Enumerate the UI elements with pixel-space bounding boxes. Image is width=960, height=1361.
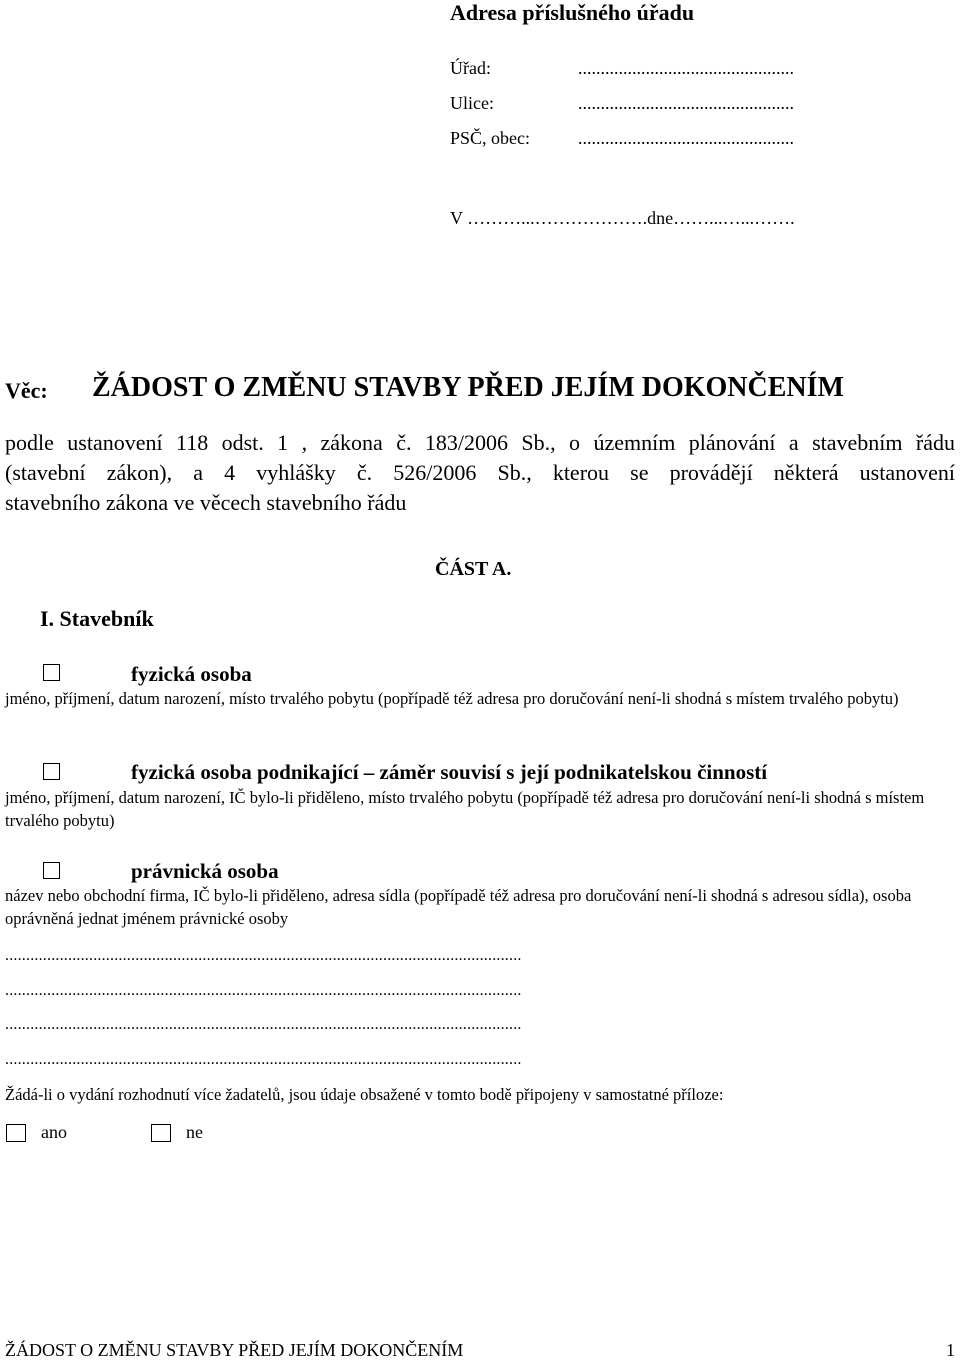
fill-in-line[interactable]: ........................................................................................................................... [5, 982, 522, 999]
multiple-applicants-question: Žádá-li o vydání rozhodnutí více žadatelů, jsou údaje obsažené v tomto bodě připojeny v samostatné příloze: [5, 1085, 724, 1104]
place-date-line[interactable]: V ………...……………….dne……...…...……. [450, 208, 795, 228]
fill-in-line[interactable]: ........................................................................................................................... [5, 1016, 522, 1033]
fill-in-line[interactable]: ........................................................................................................................... [5, 947, 522, 964]
entrepreneur-label: fyzická osoba podnikající – záměr souvisí s její podnikatelskou činností [131, 760, 768, 784]
footer-title: ŽÁDOST O ZMĚNU STAVBY PŘED JEJÍM DOKONČENÍM [5, 1340, 464, 1360]
yes-checkbox[interactable] [6, 1124, 26, 1142]
legal-entity-label: právnická osoba [131, 859, 279, 883]
street-label: Ulice: [450, 93, 494, 113]
legal-entity-checkbox[interactable] [43, 862, 60, 879]
no-checkbox[interactable] [151, 1124, 171, 1142]
legal-basis-paragraph [5, 428, 955, 518]
legal-entity-description: název nebo obchodní firma, IČ bylo-li přiděleno, adresa sídla (popřípadě též adresa pro doručování není-li shodná s adresou sídla), osoba oprávněná jednat jménem právnické osoby [5, 886, 912, 928]
legal-basis-line: stavebního zákona ve věcech stavebního řádu [5, 490, 407, 515]
natural-person-description: jméno, příjmení, datum narození, místo trvalého pobytu (popřípadě též adresa pro doručování není-li shodná s místem trvalého pobytu) [5, 689, 899, 708]
fill-in-line[interactable]: ........................................................................................................................... [5, 1051, 522, 1068]
zip-city-label: PSČ, obec: [450, 128, 531, 148]
addressee-heading: Adresa příslušného úřadu [450, 0, 695, 25]
document-title: ŽÁDOST O ZMĚNU STAVBY PŘED JEJÍM DOKONČENÍM [92, 372, 844, 403]
subject-label: Věc: [5, 378, 48, 403]
natural-person-checkbox[interactable] [43, 664, 60, 681]
page-number: 1 [946, 1340, 955, 1360]
entrepreneur-checkbox[interactable] [43, 763, 60, 780]
legal-basis-line: podle ustanovení 118 odst. 1 , zákona č. 183/2006 Sb., o územním plánování a stavebním řádu [5, 430, 955, 455]
office-label: Úřad: [450, 58, 491, 78]
natural-person-label: fyzická osoba [131, 662, 252, 686]
yes-label: ano [41, 1122, 67, 1142]
section-heading-builder: I. Stavebník [40, 606, 154, 631]
no-label: ne [186, 1122, 203, 1142]
entrepreneur-description: jméno, příjmení, datum narození, IČ bylo-li přiděleno, místo trvalého pobytu (popřípadě též adresa pro doručování není-li shodná s místem trvalého pobytu) [5, 788, 925, 830]
legal-basis-line: (stavební zákon), a 4 vyhlášky č. 526/2006 Sb., kterou se provádějí některá ustanovení [5, 460, 955, 485]
zip-city-field[interactable]: ................................................ [578, 128, 794, 148]
street-field[interactable]: ................................................ [578, 93, 794, 113]
office-field[interactable]: ................................................ [578, 58, 794, 78]
part-heading: ČÁST A. [435, 558, 512, 580]
